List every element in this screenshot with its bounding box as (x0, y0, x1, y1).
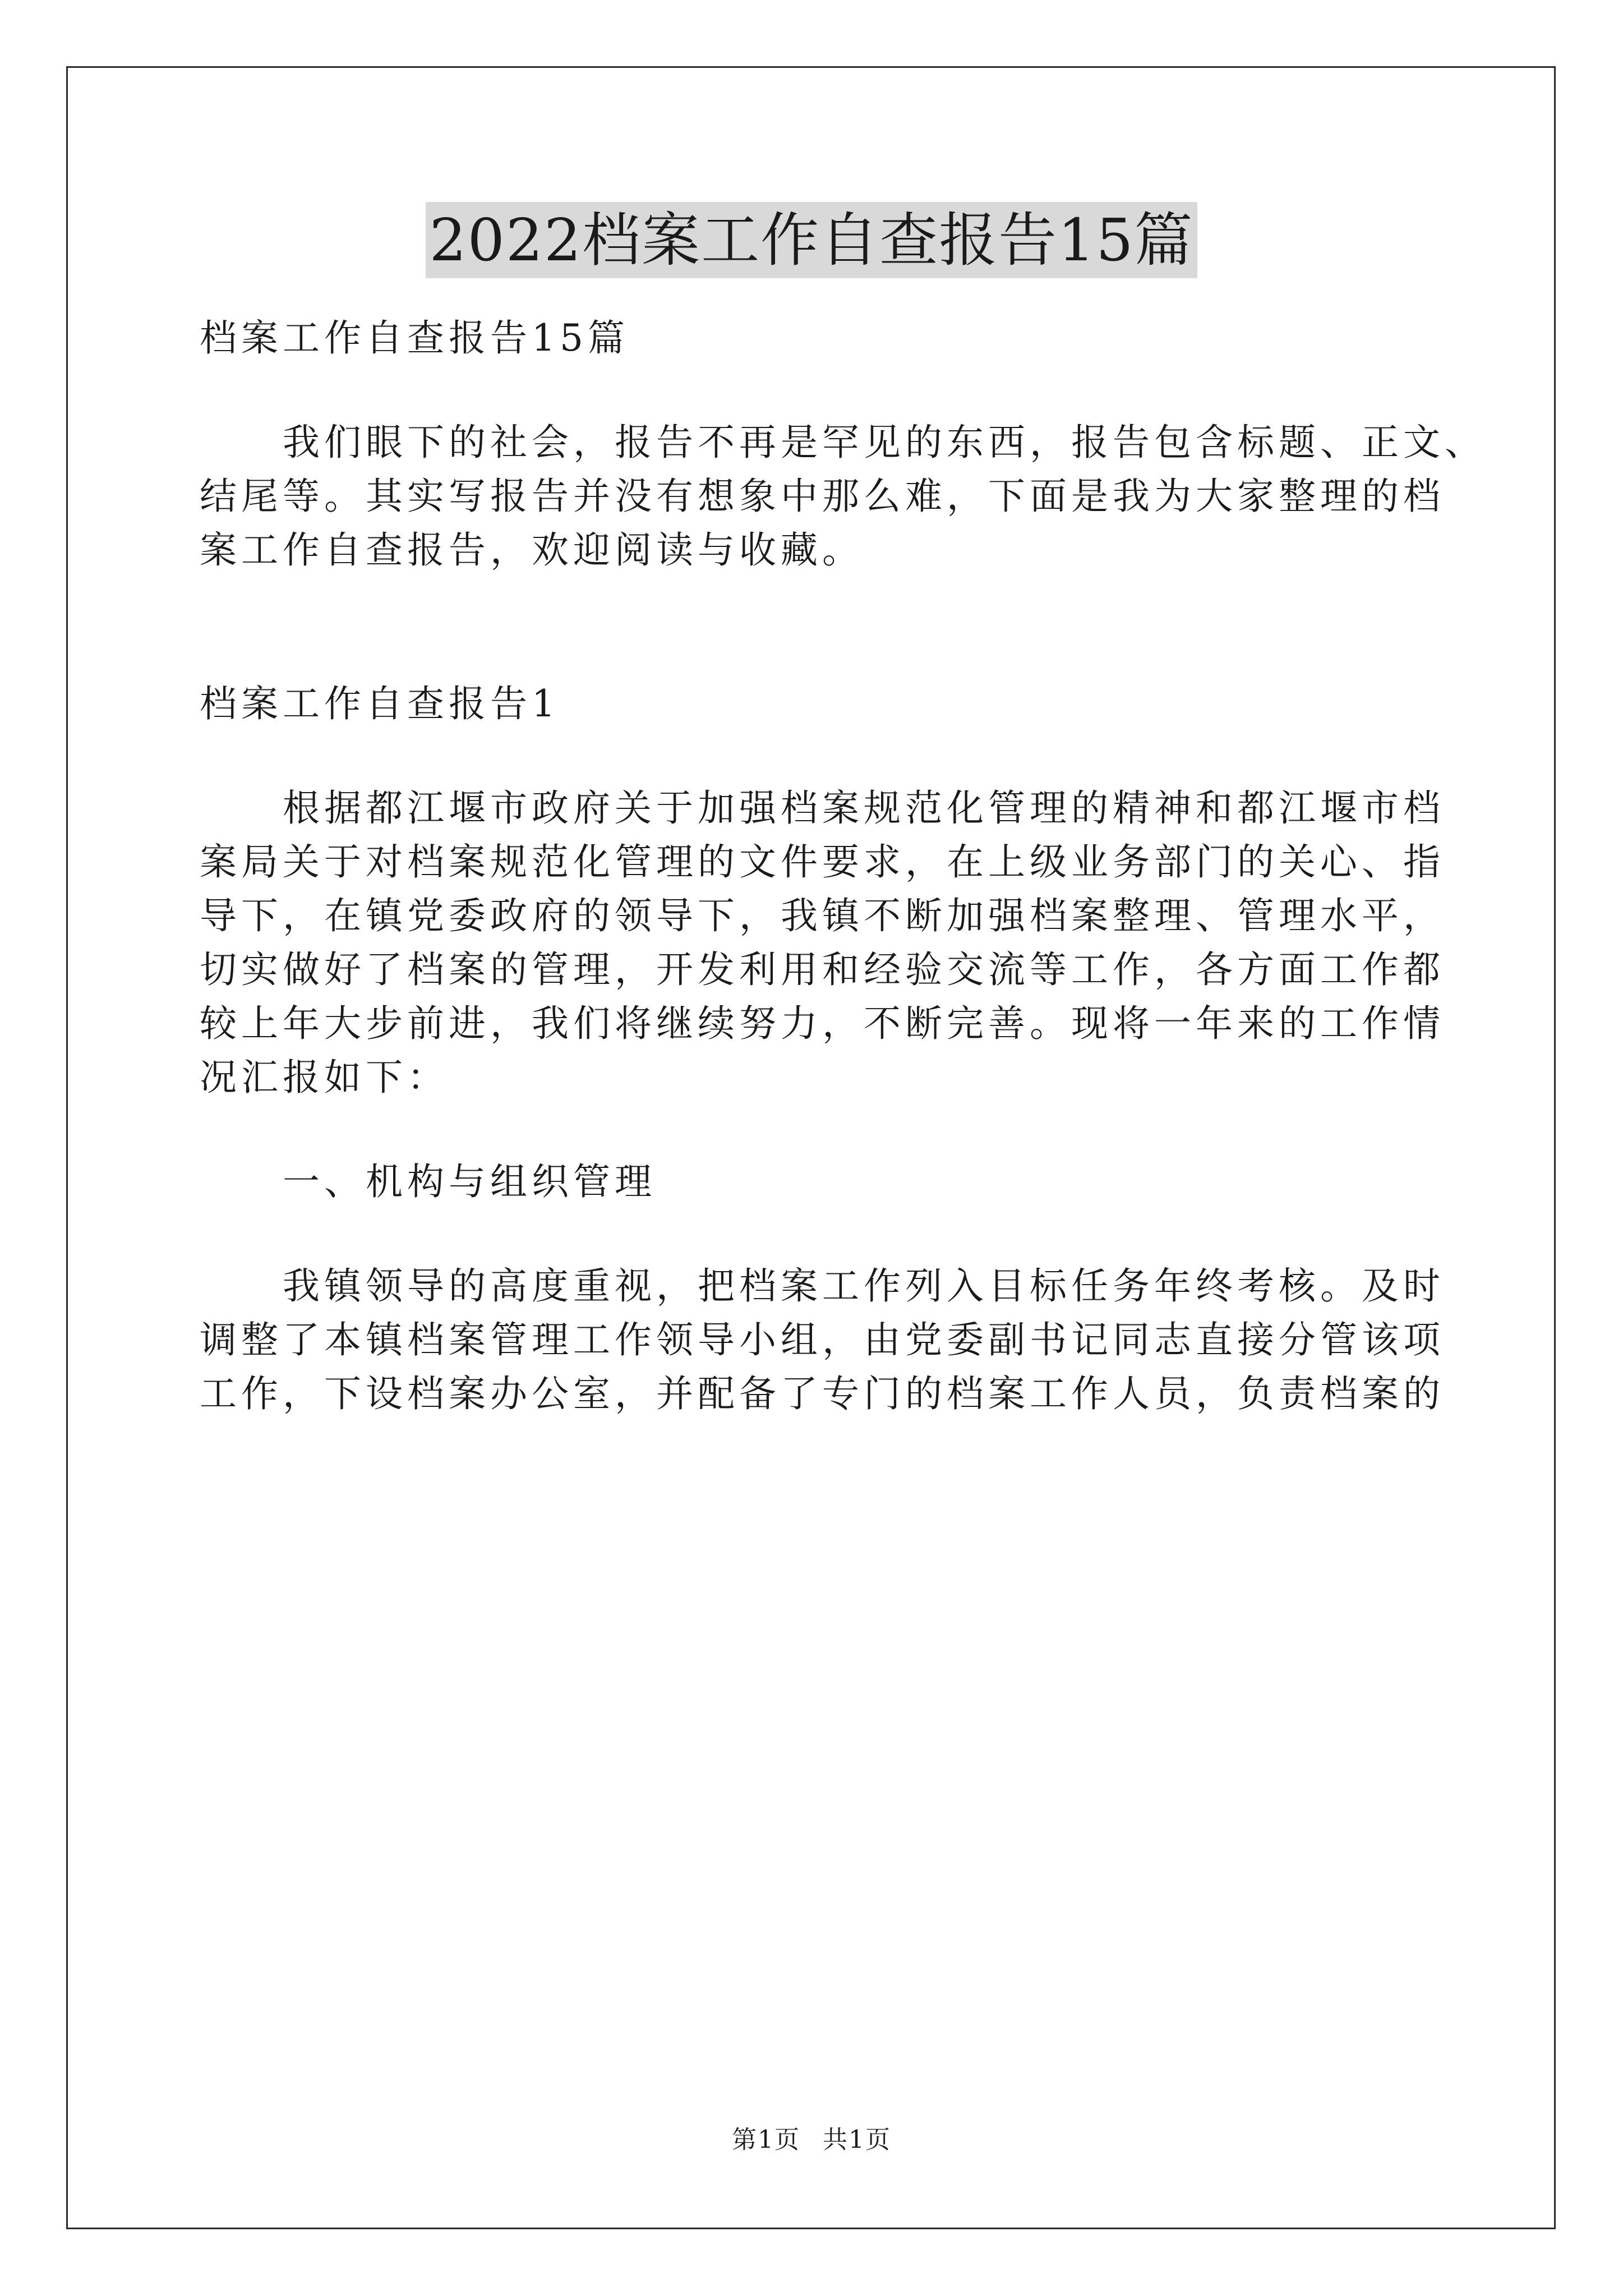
spacer (200, 628, 1490, 677)
paragraph-line: 根据都江堰市政府关于加强档案规范化管理的精神和都江堰市档 (283, 786, 1445, 830)
subheading: 一、机构与组织管理 (283, 1160, 656, 1203)
section-paragraph (200, 781, 1490, 1105)
page-number: 第1页 (732, 2125, 800, 2154)
paragraph-line: 调整了本镇档案管理工作领导小组，由党委副书记同志直接分管该项 (200, 1318, 1445, 1361)
document-title-text: 2022档案工作自查报告15篇 (426, 202, 1197, 278)
document-subtitle: 档案工作自查报告15篇 (200, 316, 629, 360)
paragraph-line: 我镇领导的高度重视，把档案工作列入目标任务年终考核。及时 (283, 1264, 1445, 1308)
intro-line: 我们眼下的社会，报告不再是罕见的东西，报告包含标题、正文、 (283, 421, 1486, 464)
intro-paragraph (200, 416, 1490, 577)
org-paragraph (200, 1259, 1490, 1421)
intro-line: 结尾等。其实写报告并没有想象中那么难，下面是我为大家整理的档 (200, 475, 1445, 518)
paragraph-line: 况汇报如下： (200, 1056, 449, 1099)
page-footer (0, 2124, 1623, 2156)
document-title (0, 202, 1623, 278)
paragraph-line: 案局关于对档案规范化管理的文件要求，在上级业务部门的关心、指 (200, 840, 1445, 884)
page-total: 共1页 (823, 2125, 891, 2154)
paragraph-line: 工作，下设档案办公室，并配备了专门的档案工作人员，负责档案的 (200, 1372, 1445, 1415)
paragraph-line: 较上年大步前进，我们将继续努力，不断完善。现将一年来的工作情 (200, 1002, 1445, 1045)
section-title: 档案工作自查报告1 (200, 682, 560, 725)
paragraph-line: 导下，在镇党委政府的领导下，我镇不断加强档案整理、管理水平， (200, 894, 1445, 937)
paragraph-line: 切实做好了档案的管理，开发利用和经验交流等工作，各方面工作都 (200, 948, 1445, 991)
document-body (200, 311, 1490, 1471)
intro-line: 案工作自查报告，欢迎阅读与收藏。 (200, 528, 864, 572)
